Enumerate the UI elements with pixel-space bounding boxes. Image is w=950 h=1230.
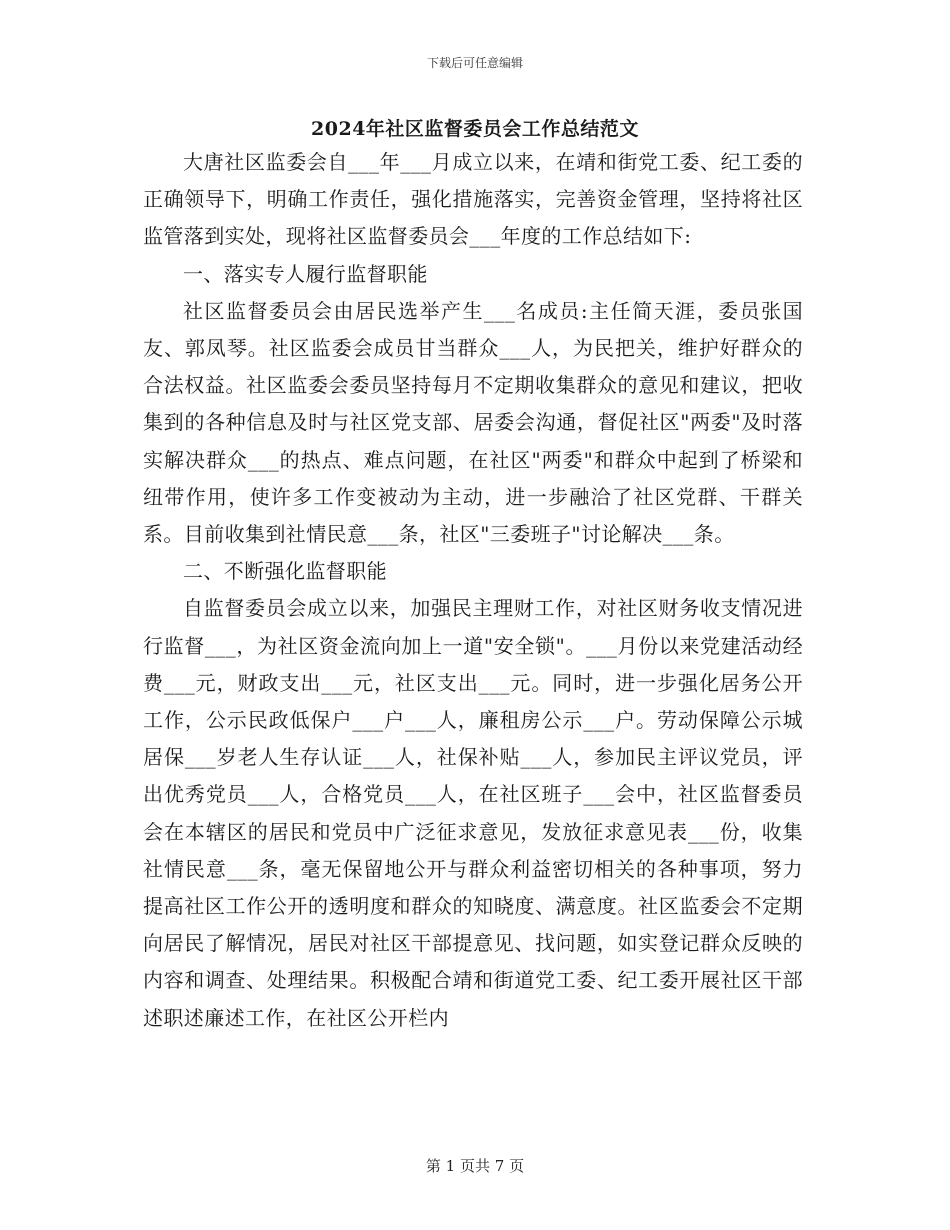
section-1-heading: 一、落实专人履行监督职能: [183, 261, 428, 286]
section-1-paragraph: 社区监督委员会由居民选举产生___名成员:主任简天涯，委员张国友、郭凤琴。社区监委会成员甘当群众___人，为民把关，维护好群众的合法权益。社区监委会委员坚持每月不定期收集群众的意见和建议，把收集到的各种信息及时与社区党支部、居委会沟通，督促社区"两委"及时落实解决群众___的热点、难点问题，在社区"两委"和群众中起到了桥梁和纽带作用，使许多工作变被动为主动，进一步融洽了社区党群、干群关系。目前收集到社情民意___条，社区"三委班子"讨论解决___条。: [143, 298, 803, 547]
section-2-heading: 二、不断强化监督职能: [183, 559, 387, 584]
page-number-footer: 第 1 页共 7 页: [425, 1157, 525, 1175]
page-header: 下载后可任意编辑: [426, 56, 523, 70]
intro-paragraph: 大唐社区监委会自___年___月成立以来，在靖和街党工委、纪工委的正确领导下，明确工作责任，强化措施落实，完善资金管理，坚持将社区监管落到实处，现将社区监督委员会___年度的工作总结如下:: [143, 150, 803, 249]
document-body: [143, 144, 803, 1037]
document-title: 2024年社区监督委员会工作总结范文: [311, 118, 639, 140]
section-2-paragraph: 自监督委员会成立以来，加强民主理财工作，对社区财务收支情况进行监督___，为社区资金流向加上一道"安全锁"。___月份以来党建活动经费___元，财政支出___元，社区支出___元。同时，进一步强化居务公开工作，公示民政低保户___户___人，廉租房公示___户。劳动保障公示城居保___岁老人生存认证___人，社保补贴___人，参加民主评议党员，评出优秀党员___人，合格党员___人，在社区班子___会中，社区监督委员会在本辖区的居民和党员中广泛征求意见，发放征求意见表___份，收集社情民意___条，毫无保留地公开与群众利益密切相关的各种事项，努力提高社区工作公开的透明度和群众的知晓度、满意度。社区监委会不定期向居民了解情况，居民对社区干部提意见、找问题，如实登记群众反映的内容和调查、处理结果。积极配合靖和街道党工委、纪工委开展社区干部述职述廉述工作，在社区公开栏内: [143, 596, 803, 1030]
